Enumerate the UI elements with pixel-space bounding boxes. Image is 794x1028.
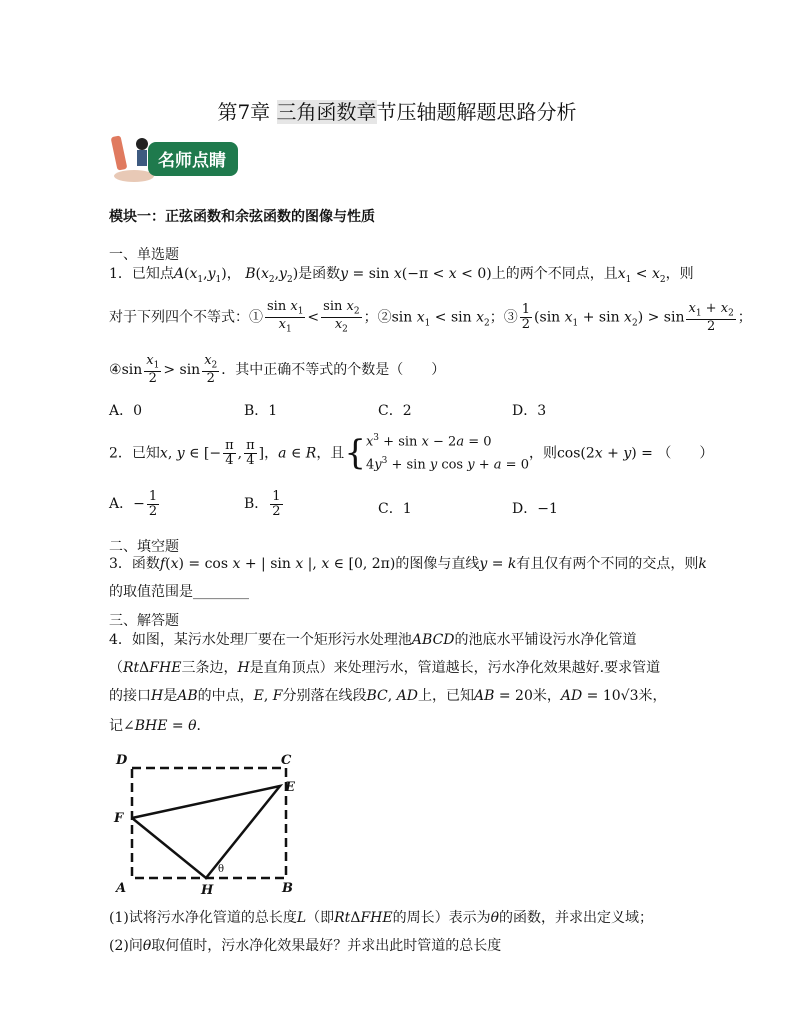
- section-single-choice: 一、单选题: [109, 247, 179, 263]
- dashed-rectangle: [132, 768, 286, 878]
- q1-line3: ④sin $\frac{x_1}{2}$ > sin $\frac{x_2}{2}$ ．其中正确不等式的个数是（ ）: [109, 353, 446, 387]
- page-title: 第7章 三角函数章节压轴题解题思路分析: [217, 100, 577, 124]
- q1-line1: 1．已知点$A(x_1,y_1)$， $B(x_2,y_2)$是函数y = sin x(−π < x < 0)上的两个不同点，且$x_1 < x_2$，则: [109, 266, 694, 285]
- q3-line1: 3．函数f(x) = cos x + | sin x |, x ∈ [0, 2π)的图像与直线y = k有且仅有两个不同的交点，则k: [109, 556, 707, 572]
- label-c: C: [281, 753, 292, 768]
- triangle-fhe: [132, 786, 280, 878]
- label-e: E: [285, 780, 295, 795]
- label-a: A: [116, 881, 127, 896]
- q1-option-c[interactable]: C．2: [378, 403, 412, 419]
- q4-line2: （RtΔFHE三条边，H是直角顶点）来处理污水，管道越长，污水净化效果越好.要求管道: [109, 660, 661, 676]
- q1-option-a[interactable]: A．0: [109, 403, 143, 419]
- q2-option-c[interactable]: C．1: [378, 501, 412, 517]
- label-h: H: [201, 883, 214, 898]
- q1-option-d[interactable]: D．3: [512, 403, 547, 419]
- q4-line3: 的接口H是AB的中点，E, F分别落在线段BC, AD上，已知AB = 20米，AD = 10√3米，: [109, 688, 667, 704]
- q4-line1: 4．如图，某污水处理厂要在一个矩形污水处理池ABCD的池底水平铺设污水净化管道: [109, 632, 637, 648]
- q3-line2: 的取值范围是________: [109, 584, 249, 600]
- badge-text: 名师点睛: [158, 151, 226, 171]
- rectangle-pool-figure: [110, 748, 300, 898]
- teacher-tips-badge: [108, 130, 240, 186]
- label-d: D: [116, 753, 128, 768]
- section-solution: 三、解答题: [109, 613, 179, 629]
- q4-line4: 记∠BHE = θ．: [109, 718, 211, 734]
- q2-option-b[interactable]: B． $\frac{1}{2}$: [244, 489, 281, 519]
- label-b: B: [282, 881, 293, 896]
- label-f: F: [114, 811, 124, 826]
- q4-sub2: (2)问θ取何值时，污水净化效果最好？并求出此时管道的总长度: [109, 938, 502, 954]
- module-heading: 模块一：正弦函数和余弦函数的图像与性质: [109, 209, 375, 225]
- label-theta: θ: [218, 864, 225, 875]
- q2-option-a[interactable]: A．− $\frac{1}{2}$: [109, 489, 158, 519]
- q2-stem: 2．已知x, y ∈ [− $\frac{\pi}{4}$ , $\frac{\pi}{4}$ ]，a ∈ R，且{ $x^3 + \sin x - 2a = 0$ $4y^3 + \sin y$ cos y + a = 0 ，则cos(2x + y) = （ ）: [109, 433, 714, 473]
- q1-line2: 对于下列四个不等式：① $\frac{\sin x_1}{x_1}$ < $\frac{\sin x_2}{x_2}$ ；②sin $x_1 < \sin x_2$；③ $\frac{1}{2}$ (sin $x_1 + \sin x_2) > \sin$ $\frac{x_1 + x_2}{2}$ ；: [109, 299, 752, 335]
- section-fill-blank: 二、填空题: [109, 539, 179, 555]
- q1-option-b[interactable]: B．1: [244, 403, 278, 419]
- badge-graphic: [108, 130, 240, 186]
- q2-option-d[interactable]: D．−1: [512, 501, 558, 517]
- q4-sub1: (1)试将污水净化管道的总长度L（即RtΔFHE的周长）表示为θ的函数，并求出定义域；: [109, 910, 654, 926]
